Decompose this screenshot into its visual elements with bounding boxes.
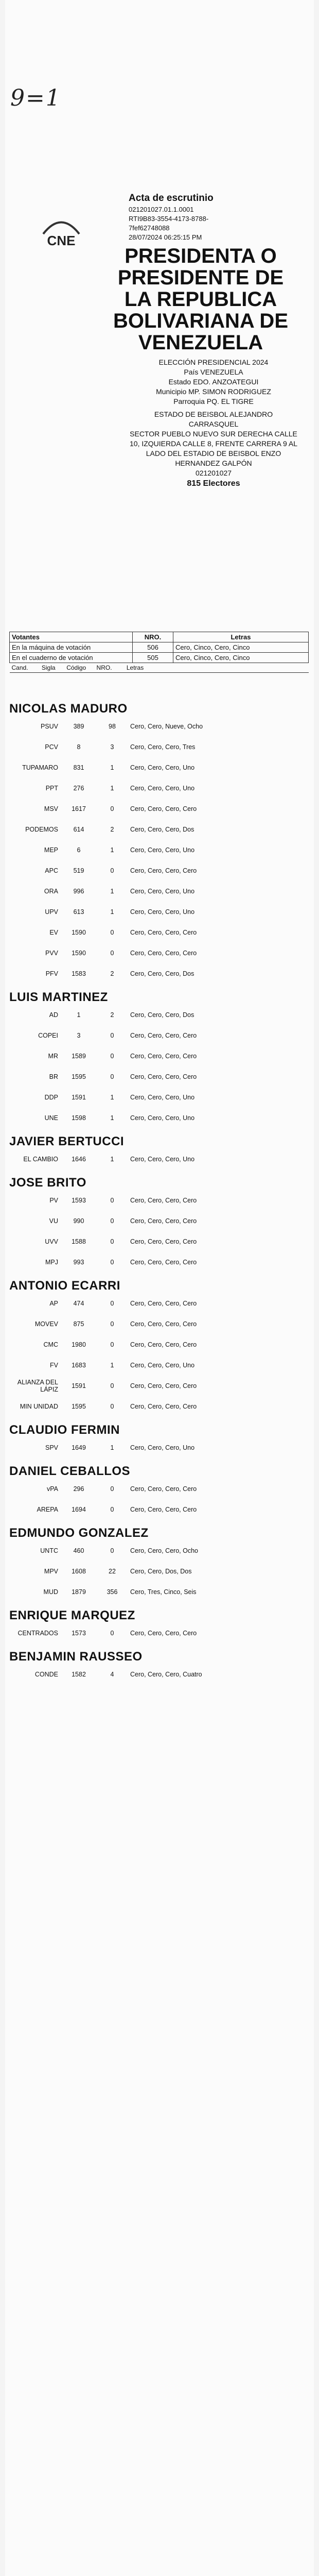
party-letras: Cero, Cero, Cero, Cero: [130, 1197, 197, 1204]
party-letras: Cero, Cero, Cero, Cero: [130, 1259, 197, 1266]
party-sigla: BR: [49, 1073, 58, 1080]
party-row: [9, 1190, 309, 1211]
party-cod: 1595: [72, 1073, 86, 1080]
party-nro: 2: [110, 970, 114, 977]
party-sigla: PCV: [45, 743, 58, 751]
party-cod: 1591: [72, 1094, 86, 1101]
party-nro: 0: [110, 1238, 114, 1245]
party-row: [9, 1293, 309, 1314]
party-cod: 6: [77, 846, 81, 854]
party-cod: 1646: [72, 1156, 86, 1163]
codigo-centro: 021201027: [195, 469, 232, 477]
party-sigla: vPA: [47, 1485, 58, 1493]
party-cod: 1595: [72, 1403, 86, 1410]
party-nro: 1: [110, 1156, 114, 1163]
party-row: [9, 1582, 309, 1602]
candidate-block: [9, 1464, 309, 1520]
party-row: [9, 1540, 309, 1561]
party-letras: Cero, Cero, Cero, Tres: [130, 743, 196, 751]
party-sigla: CONDE: [34, 1671, 58, 1678]
party-sigla: TUPAMARO: [22, 764, 58, 771]
estado: Estado EDO. ANZOATEGUI: [168, 378, 259, 386]
party-cod: 8: [77, 743, 81, 751]
party-sigla: MEP: [44, 846, 58, 854]
party-row: [9, 1561, 309, 1582]
party-cod: 1582: [72, 1671, 86, 1678]
party-sigla: MPV: [44, 1568, 58, 1575]
party-sigla: ORA: [44, 888, 58, 895]
direccion: SECTOR PUEBLO NUEVO SUR DERECHA CALLE 10, IZQUIERDA CALLE 8, FRENTE CARRERA 9 AL LADO DEL ESTADIO DE BEISBOL ENZO HERNANDEZ GALPÓN: [130, 430, 297, 467]
party-cod: 1590: [72, 929, 86, 936]
candidate-name: ENRIQUE MARQUEZ: [9, 1608, 135, 1622]
pais: País VENEZUELA: [184, 368, 243, 376]
party-nro: 0: [110, 929, 114, 936]
party-nro: 356: [107, 1588, 118, 1596]
party-cod: 1573: [72, 1630, 86, 1637]
party-sigla: CMC: [43, 1341, 58, 1348]
party-nro: 1: [110, 764, 114, 771]
votantes-table: [9, 632, 309, 673]
party-nro: 0: [110, 1053, 114, 1060]
party-nro: 0: [110, 1032, 114, 1039]
party-cod: 296: [73, 1485, 84, 1493]
party-letras: Cero, Cero, Cero, Dos: [130, 826, 194, 833]
party-letras: Cero, Cero, Cero, Uno: [130, 908, 195, 916]
party-cod: 990: [73, 1217, 84, 1225]
party-cod: 389: [73, 723, 84, 730]
party-letras: Cero, Cero, Cero, Cero: [130, 1238, 197, 1245]
party-letras: Cero, Cero, Cero, Uno: [130, 1094, 195, 1101]
party-letras: Cero, Cero, Cero, Cero: [130, 929, 197, 936]
party-row: [9, 799, 309, 819]
candidate-name: CLAUDIO FERMIN: [9, 1423, 120, 1437]
candidate-block: [9, 1608, 309, 1643]
party-letras: Cero, Cero, Cero, Cero: [130, 1506, 197, 1513]
party-sigla: PODEMOS: [25, 826, 58, 833]
party-sigla: PFV: [45, 970, 58, 977]
party-letras: Cero, Cero, Cero, Uno: [130, 785, 195, 792]
acta-code-3: 7fef62748088: [129, 224, 170, 232]
party-nro: 0: [110, 1506, 114, 1513]
party-cod: 1683: [72, 1362, 86, 1369]
party-cod: 1879: [72, 1588, 86, 1596]
party-letras: Cero, Cero, Cero, Uno: [130, 764, 195, 771]
party-letras: Cero, Cero, Nueve, Ocho: [130, 723, 203, 730]
acta-code-2: RTI9B83-3554-4173-8788-: [129, 215, 209, 223]
centro-votacion: ESTADO DE BEISBOL ALEJANDRO CARRASQUEL: [154, 410, 273, 428]
party-nro: 1: [110, 846, 114, 854]
party-nro: 1: [110, 1362, 114, 1369]
candidate-name: JOSE BRITO: [9, 1176, 86, 1190]
party-nro: 0: [110, 1197, 114, 1204]
party-letras: Cero, Cero, Dos, Dos: [130, 1568, 192, 1575]
party-cod: 276: [73, 785, 84, 792]
party-sigla: UVV: [45, 1238, 58, 1245]
table-row: En la máquina de votación 506 Cero, Cinco, Cero, Cinco: [10, 642, 309, 653]
party-row: [9, 737, 309, 757]
party-cod: 474: [73, 1300, 84, 1307]
party-letras: Cero, Cero, Cero, Cero: [130, 1382, 197, 1389]
candidate-name: DANIEL CEBALLOS: [9, 1464, 131, 1478]
main-title: PRESIDENTA O PRESIDENTE DE LA REPUBLICA BOLIVARIANA DE VENEZUELA: [113, 245, 288, 354]
table-row: En el cuaderno de votación 505 Cero, Cinco, Cero, Cinco: [10, 653, 309, 663]
party-sigla: DDP: [44, 1094, 58, 1101]
party-letras: Cero, Cero, Cero, Dos: [130, 970, 194, 977]
party-row: [9, 1252, 309, 1273]
party-letras: Cero, Cero, Cero, Dos: [130, 1011, 194, 1019]
party-row: [9, 922, 309, 943]
party-row: [9, 1211, 309, 1231]
acta-title: Acta de escrutinio: [129, 193, 214, 204]
candidate-name: JAVIER BERTUCCI: [9, 1134, 125, 1148]
party-nro: 0: [110, 1217, 114, 1225]
party-sigla: UNTC: [40, 1547, 58, 1554]
party-cod: 3: [77, 1032, 81, 1039]
party-sigla: PPT: [45, 785, 58, 792]
candidate-block: [9, 990, 309, 1128]
party-row: [9, 1087, 309, 1108]
party-sigla: AP: [49, 1300, 58, 1307]
party-letras: Cero, Cero, Cero, Cero: [130, 867, 197, 874]
col-nro: NRO.: [133, 632, 173, 642]
party-letras: Cero, Cero, Cero, Cero: [130, 950, 197, 957]
party-nro: 3: [110, 743, 114, 751]
candidate-name: NICOLAS MADURO: [9, 702, 128, 716]
party-sigla: UPV: [45, 908, 58, 916]
candidate-block: [9, 1423, 309, 1458]
party-sigla: EV: [49, 929, 58, 936]
party-cod: 1617: [72, 805, 86, 812]
party-nro: 0: [110, 1300, 114, 1307]
candidate-block: [9, 1279, 309, 1417]
party-letras: Cero, Cero, Cero, Cero: [130, 1630, 197, 1637]
party-nro: 1: [110, 785, 114, 792]
party-sigla: FV: [50, 1362, 58, 1369]
party-nro: 0: [110, 1259, 114, 1266]
party-letras: Cero, Cero, Cero, Cero: [130, 1032, 197, 1039]
party-letras: Cero, Cero, Cero, Ocho: [130, 1547, 198, 1554]
parroquia: Parroquia PQ. EL TIGRE: [173, 397, 254, 405]
party-cod: 460: [73, 1547, 84, 1554]
party-row: [9, 943, 309, 963]
party-nro: 1: [110, 1094, 114, 1101]
party-cod: 1649: [72, 1444, 86, 1451]
party-letras: Cero, Cero, Cero, Cero: [130, 805, 197, 812]
party-row: [9, 1231, 309, 1252]
party-row: [9, 757, 309, 778]
party-nro: 2: [110, 1011, 114, 1019]
party-sigla: PV: [49, 1197, 58, 1204]
party-cod: 993: [73, 1259, 84, 1266]
acta-code-1: 021201027.01.1.0001: [129, 206, 194, 213]
party-row: [9, 902, 309, 922]
party-sigla: MOVEV: [34, 1320, 58, 1328]
election-name: ELECCIÓN PRESIDENCIAL 2024: [158, 358, 269, 366]
party-sigla: SPV: [45, 1444, 58, 1451]
candidate-name: ANTONIO ECARRI: [9, 1279, 120, 1293]
party-letras: Cero, Cero, Cero, Cero: [130, 1300, 197, 1307]
acta-datetime: 28/07/2024 06:25:15 PM: [129, 233, 202, 241]
cne-logo-icon: [38, 208, 84, 255]
party-letras: Cero, Cero, Cero, Uno: [130, 1114, 195, 1122]
party-cod: 1593: [72, 1197, 86, 1204]
party-cod: 1694: [72, 1506, 86, 1513]
col-votantes: Votantes: [10, 632, 133, 642]
party-letras: Cero, Tres, Cinco, Seis: [130, 1588, 197, 1596]
party-sigla: VU: [49, 1217, 58, 1225]
municipio: Municipio MP. SIMON RODRIGUEZ: [156, 387, 271, 396]
party-nro: 0: [110, 1341, 114, 1348]
party-letras: Cero, Cero, Cero, Cero: [130, 1073, 197, 1080]
electores: 815 Electores: [187, 479, 240, 488]
party-sigla: AD: [49, 1011, 58, 1019]
party-sigla: CENTRADOS: [17, 1630, 58, 1637]
party-letras: Cero, Cero, Cero, Uno: [130, 1362, 195, 1369]
party-row: [9, 1479, 309, 1499]
party-letras: Cero, Cero, Cero, Uno: [130, 1156, 195, 1163]
party-letras: Cero, Cero, Cero, Cero: [130, 1341, 197, 1348]
candidate-name: BENJAMIN RAUSSEO: [9, 1650, 143, 1664]
party-cod: 1583: [72, 970, 86, 977]
candidate-block: [9, 1176, 309, 1273]
party-row: [9, 716, 309, 737]
candidate-block: [9, 702, 309, 984]
party-nro: 0: [110, 1382, 114, 1389]
handwritten-note: 9=1: [10, 85, 61, 111]
party-row: [9, 963, 309, 984]
party-cod: 1591: [72, 1382, 86, 1389]
party-cod: 613: [73, 908, 84, 916]
sub-header-row: Cand. Sigla Código NRO. Letras: [10, 663, 309, 673]
candidate-name: EDMUNDO GONZALEZ: [9, 1526, 149, 1540]
party-row: [9, 1046, 309, 1066]
party-sigla: MUD: [43, 1588, 58, 1596]
party-nro: 1: [110, 1114, 114, 1122]
party-cod: 1590: [72, 950, 86, 957]
party-cod: 1589: [72, 1053, 86, 1060]
candidate-block: [9, 1526, 309, 1602]
party-nro: 4: [110, 1671, 114, 1678]
party-sigla: MSV: [44, 805, 58, 812]
party-row: [9, 1437, 309, 1458]
party-cod: 1: [77, 1011, 81, 1019]
acta-header: [113, 192, 298, 489]
party-nro: 98: [109, 723, 116, 730]
candidate-block: [9, 1650, 309, 1685]
party-cod: 996: [73, 888, 84, 895]
party-letras: Cero, Cero, Cero, Uno: [130, 888, 195, 895]
party-letras: Cero, Cero, Cero, Cuatro: [130, 1671, 202, 1678]
party-nro: 0: [110, 1547, 114, 1554]
party-sigla: MR: [48, 1053, 58, 1060]
col-letras: Letras: [173, 632, 309, 642]
party-row: [9, 881, 309, 902]
party-cod: 519: [73, 867, 84, 874]
party-nro: 1: [110, 908, 114, 916]
party-sigla: PSUV: [40, 723, 58, 730]
party-sigla: MIN UNIDAD: [20, 1403, 58, 1410]
party-cod: 831: [73, 764, 84, 771]
party-row: [9, 819, 309, 840]
candidate-name: LUIS MARTINEZ: [9, 990, 108, 1004]
party-row: [9, 840, 309, 860]
party-letras: Cero, Cero, Cero, Cero: [130, 1403, 197, 1410]
party-sigla: COPEI: [38, 1032, 58, 1039]
party-sigla: ALIANZA DEL LÁPIZ: [17, 1379, 58, 1393]
party-sigla: EL CAMBIO: [23, 1156, 58, 1163]
party-nro: 1: [110, 1444, 114, 1451]
party-cod: 875: [73, 1320, 84, 1328]
party-row: [9, 1396, 309, 1417]
party-row: [9, 1108, 309, 1128]
party-letras: Cero, Cero, Cero, Uno: [130, 1444, 195, 1451]
party-letras: Cero, Cero, Cero, Cero: [130, 1217, 197, 1225]
party-row: [9, 1334, 309, 1355]
svg-text:CNE: CNE: [47, 233, 76, 248]
party-nro: 0: [110, 805, 114, 812]
party-letras: Cero, Cero, Cero, Cero: [130, 1485, 197, 1493]
party-nro: 0: [110, 867, 114, 874]
party-row: [9, 1066, 309, 1087]
party-row: [9, 1355, 309, 1376]
party-letras: Cero, Cero, Cero, Cero: [130, 1320, 197, 1328]
party-row: [9, 1149, 309, 1170]
party-nro: 0: [110, 1320, 114, 1328]
party-nro: 0: [110, 1403, 114, 1410]
party-nro: 1: [110, 888, 114, 895]
party-nro: 22: [109, 1568, 116, 1575]
party-row: [9, 1499, 309, 1520]
candidate-block: [9, 1134, 309, 1170]
party-nro: 0: [110, 1485, 114, 1493]
party-sigla: APC: [45, 867, 58, 874]
party-cod: 1980: [72, 1341, 86, 1348]
party-row: [9, 1005, 309, 1025]
party-row: [9, 1314, 309, 1334]
party-nro: 2: [110, 826, 114, 833]
party-nro: 0: [110, 950, 114, 957]
party-letras: Cero, Cero, Cero, Cero: [130, 1053, 197, 1060]
party-cod: 1598: [72, 1114, 86, 1122]
party-cod: 1608: [72, 1568, 86, 1575]
party-nro: 0: [110, 1073, 114, 1080]
party-row: [9, 1025, 309, 1046]
party-sigla: MPJ: [45, 1259, 58, 1266]
party-sigla: PVV: [45, 950, 58, 957]
party-nro: 0: [110, 1630, 114, 1637]
party-row: [9, 1664, 309, 1685]
party-letras: Cero, Cero, Cero, Uno: [130, 846, 195, 854]
party-cod: 1588: [72, 1238, 86, 1245]
party-sigla: AREPA: [37, 1506, 58, 1513]
party-row: [9, 778, 309, 799]
party-cod: 614: [73, 826, 84, 833]
party-sigla: UNE: [44, 1114, 58, 1122]
party-row: [9, 1376, 309, 1396]
party-row: [9, 860, 309, 881]
party-row: [9, 1623, 309, 1643]
